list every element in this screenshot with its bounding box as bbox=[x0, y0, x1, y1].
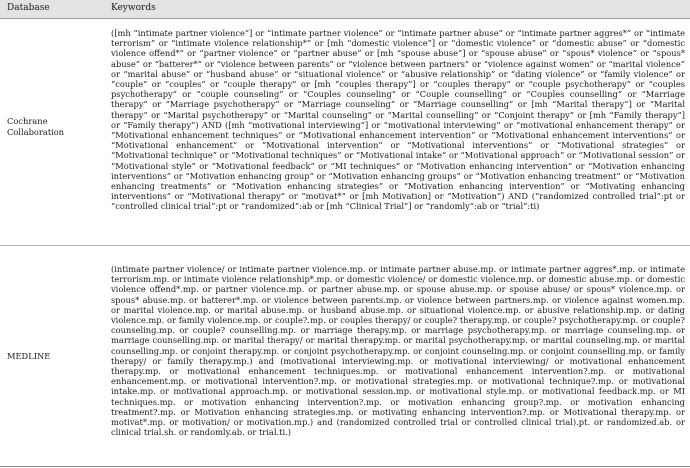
table-bottom-rule bbox=[0, 466, 690, 467]
header-database: Database bbox=[7, 3, 50, 13]
row-divider bbox=[0, 245, 690, 246]
database-name: Cochrane Collaboration bbox=[7, 116, 65, 137]
header-keywords: Keywords bbox=[111, 3, 156, 13]
table-header-row bbox=[0, 0, 690, 19]
keywords-text: ([mh “intimate partner violence”] or “intimate partner violence” or “intimate partner abuse” or “intimate partner aggres*” or “intimate terrorism” or “intimate violence relationship*” or [mh “domestic violence”] or “domestic violence” or “domestic abuse” or “domestic violence offend*” or “partner violence” or “partner abuse” or [mh “spouse abuse”] or “spouse abuse” or “spous* violence” or “spous* abuse” or “batterer*” or “violence between parents” or “violence between partners” or “violence against women” or “marital violence” or “marital abuse” or “husband abuse” or “situational violence” or “abusive relationship” or “dating violence” or “family violence” or “couple” or “couples” or “couple therapy” or [mh “couples therapy”] or “couples therapy” or “couple psychotherapy” or “couples psychotherapy” or “couple counseling” or “Couples counseling” or “Couple counselling” or “Couples counselling” or “Marriage therapy” or “Marriage psychotherapy” or “Marriage counseling” or “Marriage counselling” or [mh “Marital therapy”] or “Marital therapy” or “Marital psychotherapy” or “Marital counseling” or “Marital counselling” or “Conjoint therapy” or [mh “Family therapy”] or “Family therapy”) AND ([mh “motivational interviewing”] or “motivational interviewing” or “motivational enhancement therapy” or “Motivational enhancement techniques” or “Motivational enhancement intervention” or “Motivational enhancement interventions” or “Motivational enhancement” or “Motivational intervention” or “Motivational interventions” or “Motivational strategies” or “Motivational technique” or “Motivational techniques” or “Motivational intake” or “Motivational approach” or “Motivational session” or “Motivational style” or “Motivational feedback” or “MI techniques” or “Motivation enhancing intervention” or “Motivation enhancing interventions” or “Motivation enhancing group” or “Motivation enhancing groups” or “Motivation enhancing treatment” or “Motivation enhancing treatments” or “Motivation enhancing strategies” or “Motivation enhancing intervention” or “Motivating enhancing interventions” or “Motivational therapy” or “motivat*” or [mh Motivation] or “Motivation”) AND (“randomized controlled trial”:pt or “controlled clinical trial”:pt or “randomized”:ab or [mh “Clinical Trial”] or “randomly”:ab or “trial”:ti) bbox=[111, 28, 685, 212]
database-name: MEDLINE bbox=[7, 351, 51, 361]
keywords-text: (intimate partner violence/ or intimate partner violence.mp. or intimate partner abuse.mp. or intimate partner aggres*.mp. or intimate terrorism.mp. or intimate violence relationship*.mp. or domestic violence/ or domestic violence.mp. or domestic abuse.mp. or domestic violence offend*.mp. or partner violence.mp. or partner abuse.mp. or spouse abuse.mp. or spouse abuse/ or spous* violence.mp. or spous* abuse.mp. or batterer*.mp. or violence between parents.mp. or violence between partners.mp. or violence against women.mp. or marital violence.mp. or marital abuse.mp. or husband abuse.mp. or situational violence.mp. or abusive relationship.mp. or dating violence.mp. or family violence.mp. or couple?.mp. or couples therapy/ or couple? therapy.mp. or couple? psychotherapy.mp. or couple? counseling.mp. or couple? counselling.mp. or marriage therapy.mp. or marriage psychotherapy.mp. or marriage counseling.mp. or marriage counselling.mp. or marital therapy/ or marital therapy.mp. or marital psychotherapy.mp. or marital counseling.mp. or marital counselling.mp. or conjoint therapy.mp. or conjoint psychotherapy.mp. or conjoint counseling.mp. or conjoint counselling.mp. or family therapy/ or family therapy.mp.) and (motivational interviewing.mp. or motivational interviewing/ or motivational enhancement therapy.mp. or motivational enhancement techniques.mp. or motivational enhancement intervention?.mp. or motivational enhancement.mp. or motivational intervention?.mp. or motivational strategies.mp. or motivational technique?.mp. or motivational intake.mp. or motivational approach.mp. or motivational session.mp. or motivational style.mp. or motivational feedback.mp. or MI techniques.mp. or motivation enhancing intervention?.mp. or motivation enhancing group?.mp. or motivation enhancing treatment?.mp. or Motivation enhancing strategies.mp. or motivating enhancing intervention?.mp. or Motivational therapy.mp. or motivat*.mp. or motivation/ or motivation.mp.) and (randomized controlled trial or controlled clinical trial).pt. or randomized.ab. or clinical trial.sh. or randomly.ab. or trial.ti.) bbox=[111, 264, 685, 438]
